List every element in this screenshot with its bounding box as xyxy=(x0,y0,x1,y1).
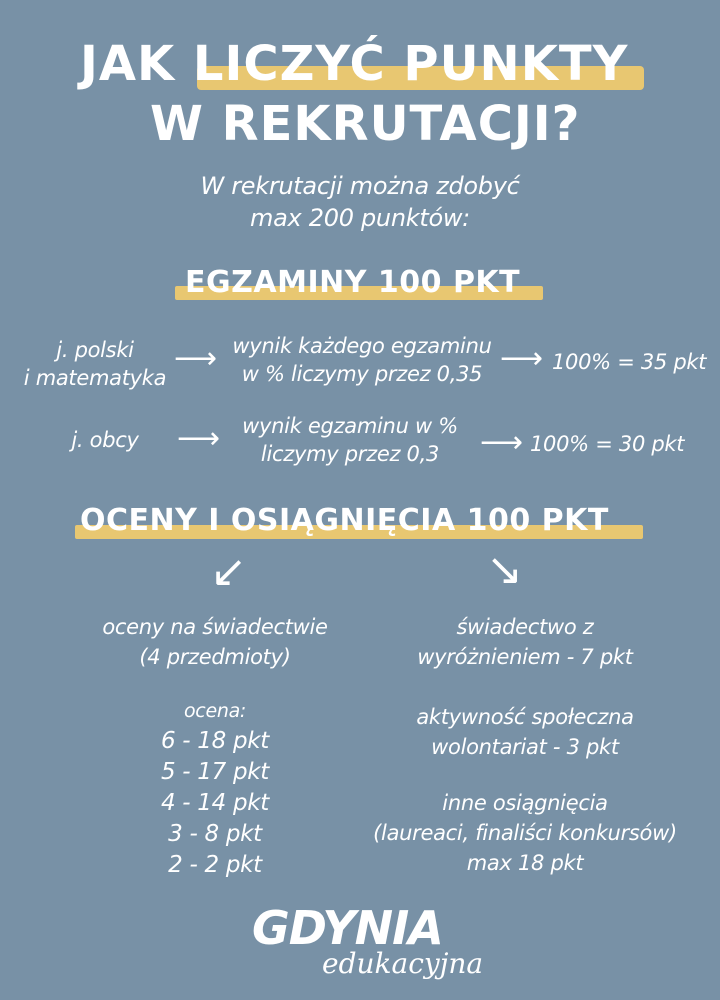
title-line2: W REKRUTACJI? xyxy=(150,96,581,152)
logo-main: GDYNIA xyxy=(252,901,443,955)
exam-subject xyxy=(10,336,180,392)
achievements-block xyxy=(355,788,695,878)
grade-item: 2 - 2 pkt xyxy=(168,852,262,878)
exams-heading-text: EGZAMINY 100 PKT xyxy=(185,265,521,300)
honors-line: wyróżnieniem - 7 pkt xyxy=(417,645,633,669)
grade-item: 4 - 14 pkt xyxy=(160,790,270,816)
exam-rule xyxy=(212,332,512,388)
grade-item: 6 - 18 pkt xyxy=(160,728,270,754)
volunteering-block xyxy=(355,702,695,762)
rule-line: liczymy przez 0,3 xyxy=(260,442,440,466)
intro-line1: W rekrutacji można zdobyć xyxy=(200,172,520,200)
left-title-line: (4 przedmioty) xyxy=(139,645,291,669)
grades-right xyxy=(355,612,695,878)
exam-subject xyxy=(40,426,170,454)
volunteering-line: wolontariat - 3 pkt xyxy=(431,735,619,759)
arrow-right-icon: ⟶ xyxy=(500,341,544,376)
arrow-right-icon: ⟶ xyxy=(174,341,218,376)
volunteering-line: aktywność społeczna xyxy=(416,705,634,729)
honors-block xyxy=(355,612,695,672)
honors-line: świadectwo z xyxy=(456,615,594,639)
logo-sub: edukacyjna xyxy=(322,947,484,980)
grade-label: ocena: xyxy=(183,700,247,722)
exam-result: 100% = 35 pkt xyxy=(552,350,707,374)
rule-line: wynik każdego egzaminu xyxy=(232,334,492,358)
achievements-line: inne osiągnięcia xyxy=(442,791,608,815)
exam-result: 100% = 30 pkt xyxy=(530,432,685,456)
achievements-line: (laureaci, finaliści konkursów) xyxy=(373,821,677,845)
subject-line: j. obcy xyxy=(71,428,139,452)
rule-line: wynik egzaminu w % xyxy=(242,414,458,438)
grades-left xyxy=(80,612,350,881)
grade-item: 3 - 8 pkt xyxy=(168,821,262,847)
subject-line: i matematyka xyxy=(23,366,167,390)
achievements-line: max 18 pkt xyxy=(466,851,584,875)
arrow-right-icon: ⟶ xyxy=(480,425,524,460)
arrow-down-left-icon: ↙ xyxy=(210,546,247,597)
grade-item: 5 - 17 pkt xyxy=(160,759,270,785)
title-part1: JAK xyxy=(80,36,176,92)
left-title-line: oceny na świadectwie xyxy=(102,615,328,639)
grades-heading-text: OCENY I OSIĄGNIĘCIA 100 PKT xyxy=(80,503,609,538)
arrow-right-icon: ⟶ xyxy=(177,421,221,456)
title-line1 xyxy=(80,36,629,92)
intro xyxy=(0,170,720,234)
intro-line2: max 200 punktów: xyxy=(250,204,470,232)
title-part2: LICZYĆ PUNKTY xyxy=(192,36,629,92)
subject-line: j. polski xyxy=(56,338,134,362)
rule-line: w % liczymy przez 0,35 xyxy=(241,362,483,386)
exam-rule xyxy=(220,412,480,468)
arrow-down-right-icon: ↘ xyxy=(486,544,523,595)
